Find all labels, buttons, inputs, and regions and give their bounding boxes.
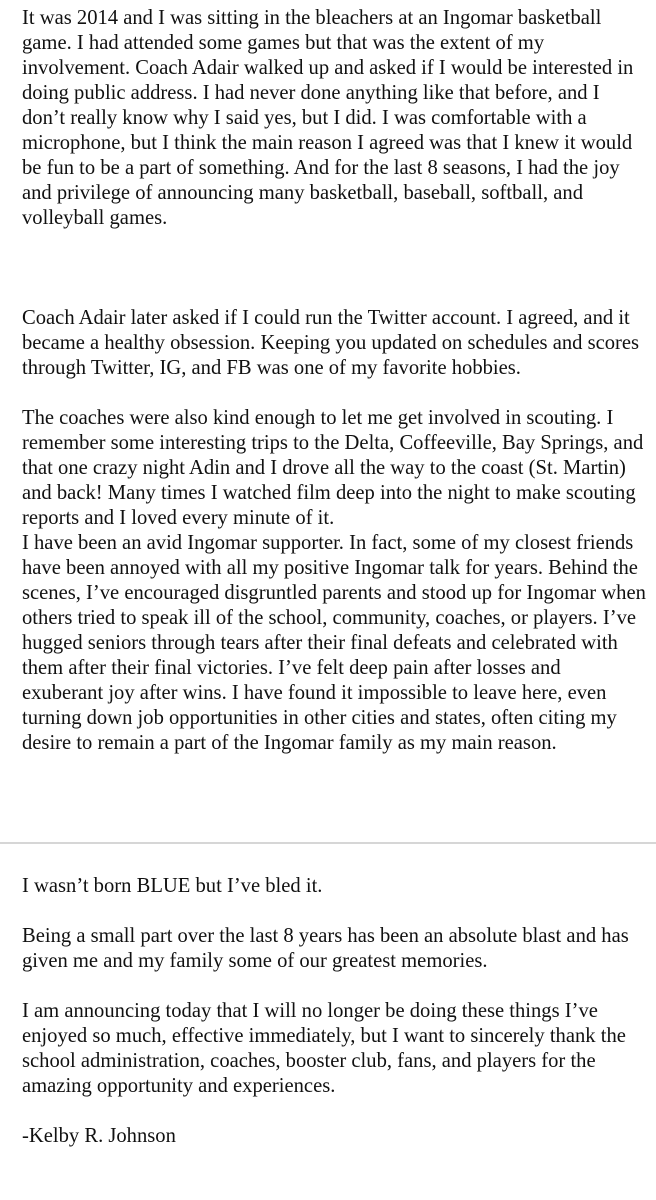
paragraph-bled-blue <box>22 874 646 899</box>
paragraph-twitter-account <box>22 306 646 381</box>
paragraph-text: I have been an avid Ingomar supporter. In fact, some of my closest friends have been annoyed with all my positive Ingomar talk for years. Behind the scenes, I’ve encouraged disgruntled parents and stood up for Ingomar when others tried to speak ill of the school, community, coaches, or players. I’ve hugged seniors through tears after their final defeats and celebrated with them after their final victories. I’ve felt deep pain after losses and exuberant joy after wins. I have found it impossible to leave here, even turning down job opportunities in other cities and states, often citing my desire to remain a part of the Ingomar family as my main reason. <box>22 532 646 754</box>
paragraph-text: Coach Adair later asked if I could run the Twitter account. I agreed, and it became a healthy obsession. Keeping you updated on schedules and scores through Twitter, IG, and FB was one of my favorite hobbies. <box>22 307 640 379</box>
document-page-bottom <box>0 844 656 1200</box>
paragraph-ingomar-supporter <box>22 531 646 756</box>
paragraph-text: I am announcing today that I will no longer be doing these things I’ve enjoyed so much, effective immediately, but I want to sincerely thank the school administration, coaches, booster club, fans, and players for the amazing opportunity and experiences. <box>22 1000 626 1097</box>
paragraph-announcement <box>22 999 646 1099</box>
signature <box>22 1124 646 1149</box>
paragraph-text: The coaches were also kind enough to let me get involved in scouting. I remember some interesting trips to the Delta, Coffeeville, Bay Springs, and that one crazy night Adin and I drove all the way to the coast (St. Martin) and back! Many times I watched film deep into the night to make scouting reports and I loved every minute of it. <box>22 407 644 529</box>
paragraph-small-part <box>22 924 646 974</box>
paragraph-text: It was 2014 and I was sitting in the bleachers at an Ingomar basketball game. I had attended some games but that was the extent of my involvement. Coach Adair walked up and asked if I would be interested in doing public address. I had never done anything like that before, and I don’t really know why I said yes, but I did. I was comfortable with a microphone, but I think the main reason I agreed was that I knew it would be fun to be a part of something. And for the last 8 seasons, I had the joy and privilege of announcing many basketball, baseball, softball, and volleyball games. <box>22 7 634 229</box>
paragraph-text: I wasn’t born BLUE but I’ve bled it. <box>22 875 323 897</box>
paragraph-scouting <box>22 406 646 531</box>
paragraph-text: Being a small part over the last 8 years has been an absolute blast and has given me and my family some of our greatest memories. <box>22 925 629 972</box>
paragraph-public-address <box>22 6 646 231</box>
signature-text: -Kelby R. Johnson <box>22 1125 176 1147</box>
